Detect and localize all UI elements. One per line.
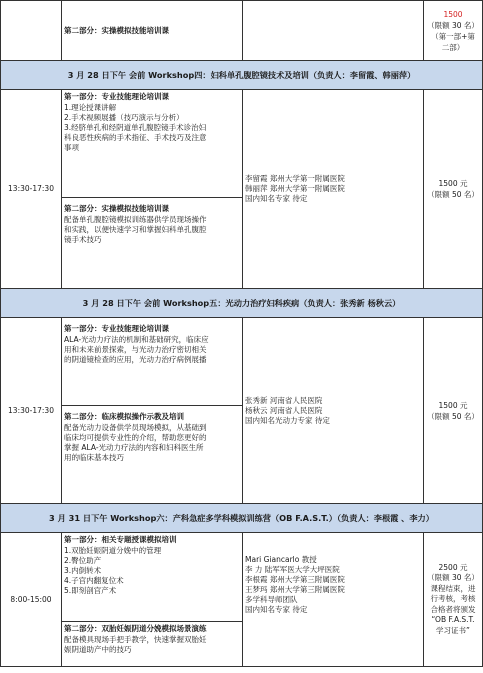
fee-line: （限额 50 名） bbox=[427, 411, 479, 421]
speaker-cell-empty bbox=[243, 1, 424, 61]
fee-line: （限额 50 名） bbox=[427, 190, 479, 199]
ws4-part1-title: 第一部分：专业技能理论培训课 bbox=[64, 92, 169, 101]
top-content-cell bbox=[62, 1, 243, 61]
speaker-line: 李留霞 郑州大学第一附属医院 bbox=[245, 174, 345, 183]
ws4-part1-line: 3.经脐单孔和经阴道单孔腹腔镜手术诊治妇 bbox=[64, 123, 207, 132]
ws5-part1-title: 第一部分：专业技能理论培训课 bbox=[64, 324, 169, 333]
fee-line: 2500 元 bbox=[438, 562, 468, 572]
ws4-part1-line: 1.理论授课讲解 bbox=[64, 103, 117, 112]
ws6-part1-line: 2.臀位助产 bbox=[64, 556, 102, 565]
ws5-header-row bbox=[1, 289, 483, 318]
speaker-line: 韩丽萍 郑州大学第一附属医院 bbox=[245, 184, 345, 193]
ws5-content-cell bbox=[62, 318, 243, 504]
top-fee-cell bbox=[424, 1, 483, 61]
speaker-line: 张秀新 河南省人民医院 bbox=[245, 395, 323, 405]
ws4-part2-line: 配备单孔腹腔镜模拟训练器供学员现场操作 bbox=[64, 215, 207, 224]
ws6-part1-title: 第一部分：相关专题授课模拟培训 bbox=[64, 535, 177, 544]
ws6-content-cell bbox=[62, 533, 243, 667]
ws4-body-row bbox=[1, 90, 483, 289]
fee-line: 1500 元 bbox=[438, 400, 468, 410]
speaker-line: 杨秋云 河南省人民医院 bbox=[245, 405, 323, 415]
ws6-fee-cell bbox=[424, 533, 483, 667]
speaker-line: Mari Giancarlo 教授 bbox=[245, 555, 317, 564]
ws5-fee-cell bbox=[424, 318, 483, 504]
ws5-header: 3 月 28 日下午 会前 Workshop五：光动力治疗妇科疾病（负责人：张秀新 杨秋云） bbox=[1, 289, 483, 318]
ws6-part2 bbox=[62, 622, 242, 666]
ws5-part1 bbox=[62, 318, 242, 406]
ws5-time: 13:30-17:30 bbox=[1, 318, 62, 504]
fee-line: 1500 bbox=[443, 9, 463, 19]
ws4-time: 13:30-17:30 bbox=[1, 90, 62, 289]
ws6-part1-line: 1.双胎妊娠阴道分娩中的管理 bbox=[64, 546, 162, 555]
ws5-part2-line: 用的临床基本技巧 bbox=[64, 453, 124, 462]
ws6-part1-line: 4.子宫内翻复位术 bbox=[64, 576, 124, 585]
ws5-body-row bbox=[1, 318, 483, 504]
fee-line: 行考核，考核 bbox=[430, 594, 476, 604]
fee-line: （限额 30 名） bbox=[427, 573, 479, 583]
ws4-part2-line: 镜手术技巧 bbox=[64, 235, 102, 244]
ws6-body-row bbox=[1, 533, 483, 667]
ws6-part1-line: 5.即刻剖宫产术 bbox=[64, 586, 117, 595]
ws6-part1-line: 3.内倒转术 bbox=[64, 566, 102, 575]
speaker-line: 李 力 陆军军医大学大坪医院 bbox=[245, 565, 340, 574]
ws5-part2-line: 临床均可提供专业性的介绍，帮助您更好的 bbox=[64, 433, 207, 442]
speaker-line: 李根霞 郑州大学第三附属医院 bbox=[245, 575, 345, 584]
speaker-line: 国内知名专家 待定 bbox=[245, 194, 308, 203]
ws4-part2-title: 第二部分：实操模拟技能培训课 bbox=[64, 204, 169, 213]
ws5-part2 bbox=[62, 406, 242, 503]
speaker-line: 多学科导师团队 bbox=[245, 595, 298, 604]
ws6-part2-title: 第二部分：双胎妊娠阴道分娩模拟场景演练 bbox=[64, 624, 207, 633]
ws4-part1 bbox=[62, 90, 242, 198]
fee-line: 课程结束，进 bbox=[430, 583, 476, 593]
ws5-speakers-cell bbox=[243, 318, 424, 504]
fee-line: （第一部+第 bbox=[431, 31, 475, 41]
ws6-speakers-cell bbox=[243, 533, 424, 667]
ws4-fee-cell bbox=[424, 90, 483, 289]
speaker-line: 国内知名光动力专家 待定 bbox=[245, 415, 330, 425]
ws6-header: 3 月 31 日下午 Workshop六：产科急症多学科模拟训练营（OB F.A.S.T.）（负责人：李根霞 、李力） bbox=[1, 504, 483, 533]
fee-line: （限额 30 名） bbox=[427, 20, 479, 30]
ws4-part2-line: 和实践，以便快速学习和掌握妇科单孔腹腔 bbox=[64, 225, 207, 234]
fee-line: “OB F.A.S.T. bbox=[431, 615, 475, 625]
ws6-header-row bbox=[1, 504, 483, 533]
fee-line: 合格者将颁发 bbox=[430, 604, 476, 614]
top-continuation-row bbox=[1, 1, 483, 61]
fee-line: 学习证书” bbox=[436, 625, 470, 635]
speaker-line: 国内知名专家 待定 bbox=[245, 605, 308, 614]
ws4-part1-line: 科良恶性疾病的手术指征、手术技巧及注意 bbox=[64, 133, 207, 142]
ws5-part1-line: 用和未来前景探索，与光动力治疗密切相关 bbox=[64, 345, 207, 354]
ws4-part2 bbox=[62, 198, 242, 288]
ws6-part2-line: 娠阴道助产中的技巧 bbox=[64, 645, 132, 654]
ws5-part2-line: 掌握 ALA-光动力疗法的内容和妇科医生所 bbox=[64, 443, 204, 452]
ws4-part1-line: 2.手术视频展播（技巧演示与分析） bbox=[64, 113, 184, 122]
fee-line: 1500 元 bbox=[438, 179, 468, 188]
ws4-speakers-cell bbox=[243, 90, 424, 289]
ws5-part2-line: 配备光动力设备供学员现场模拟，从基础到 bbox=[64, 423, 207, 432]
ws4-part1-line: 事项 bbox=[64, 143, 79, 152]
ws5-part1-line: ALA-光动力疗法的机制和基础研究，临床应 bbox=[64, 335, 209, 344]
ws5-part1-line: 的阴道镜检查的应用，光动力治疗病例展播 bbox=[64, 355, 207, 364]
ws4-header-row bbox=[1, 61, 483, 90]
ws4-header: 3 月 28 日下午 会前 Workshop四：妇科单孔腹腔镜技术及培训（负责人：李留霞、韩丽萍） bbox=[1, 61, 483, 90]
ws4-content-cell bbox=[62, 90, 243, 289]
ws6-part1 bbox=[62, 533, 242, 622]
ws5-part2-title: 第二部分：临床模拟操作示教及培训 bbox=[64, 412, 184, 421]
ws6-time: 8:00-15:00 bbox=[1, 533, 62, 667]
top-part2-title: 第二部分：实操模拟技能培训课 bbox=[64, 26, 169, 35]
speaker-line: 王梦玛 郑州大学第三附属医院 bbox=[245, 585, 345, 594]
fee-line: 二部） bbox=[441, 42, 465, 52]
time-cell-empty bbox=[1, 1, 62, 61]
ws6-part2-line: 配备模具现场手把手教学，快速掌握双胎妊 bbox=[64, 635, 207, 644]
